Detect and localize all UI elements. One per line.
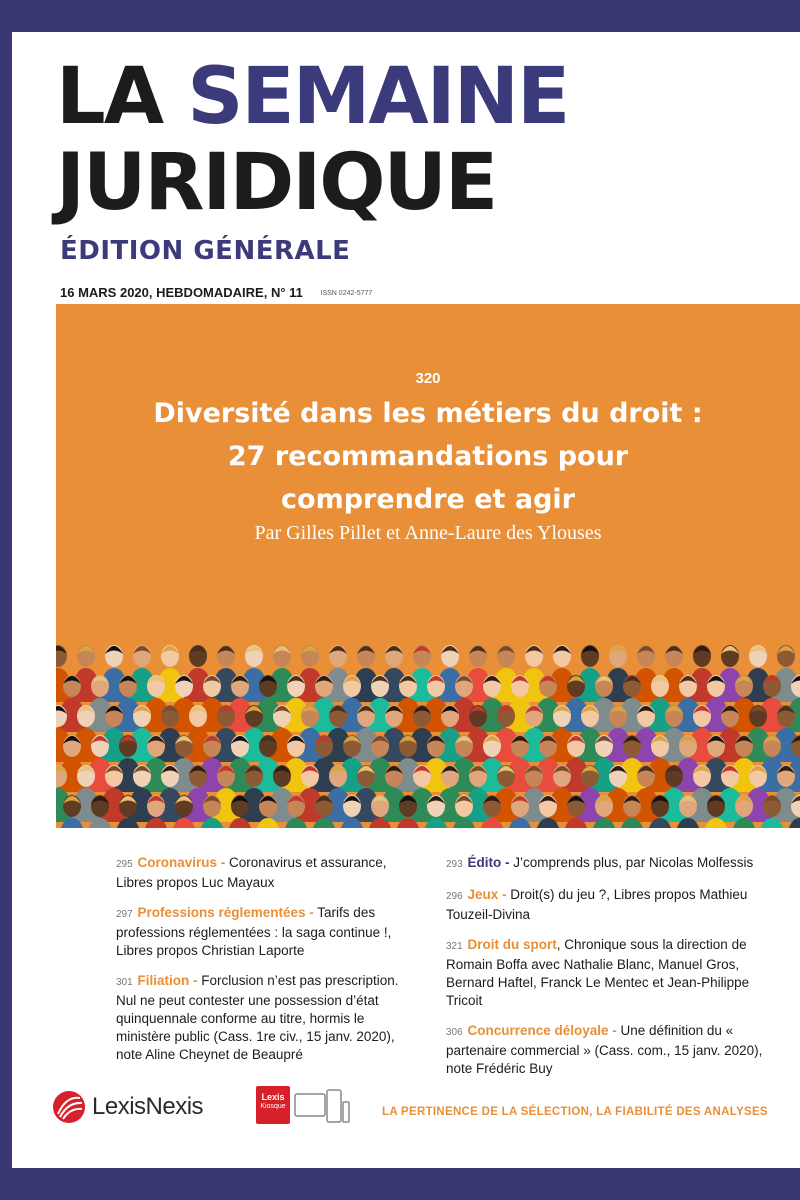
toc-topic: Édito - xyxy=(467,855,510,870)
issn: ISSN 0242-5777 xyxy=(320,290,373,298)
brand-name: LexisNexis xyxy=(92,1093,204,1120)
lexis-kiosque-badge xyxy=(256,1086,350,1124)
toc-page-number: 295 xyxy=(116,859,136,870)
toc-description: J’comprends plus, par Nicolas Molfessis xyxy=(509,855,754,870)
dateline xyxy=(60,285,372,300)
toc-description: Tarifs des professions réglementées : la saga continue !, Libres propos Christian Laporte xyxy=(116,905,392,958)
toc-topic: Professions réglementées - xyxy=(137,905,314,920)
toc-description: Coronavirus et assurance, Libres propos Luc Mayaux xyxy=(116,855,387,890)
devices-icon xyxy=(294,1088,350,1124)
magazine-cover xyxy=(12,32,800,1168)
toc-right-column xyxy=(446,854,776,1090)
lexisnexis-logo xyxy=(52,1090,203,1124)
masthead-line2: JURIDIQUE xyxy=(56,138,497,228)
toc-entry xyxy=(446,854,776,874)
toc-page-number: 293 xyxy=(446,859,466,870)
toc-topic: Jeux - xyxy=(467,887,507,902)
toc-description: Droit(s) du jeu ?, Libres propos Mathieu Touzeil-Divina xyxy=(446,887,748,922)
feature-title-line3: comprendre et agir xyxy=(281,484,575,515)
edition-label: ÉDITION GÉNÉRALE xyxy=(60,236,351,266)
toc-page-number: 306 xyxy=(446,1027,466,1038)
toc-page-number: 301 xyxy=(116,977,136,988)
toc-page-number: 297 xyxy=(116,909,136,920)
toc-entry xyxy=(116,972,416,1064)
toc-page-number: 296 xyxy=(446,891,466,902)
toc-entry xyxy=(116,904,416,960)
slogan: LA PERTINENCE DE LA SÉLECTION, LA FIABILITÉ DES ANALYSES xyxy=(382,1106,768,1118)
crowd-illustration xyxy=(56,634,800,828)
toc-entry xyxy=(446,1022,776,1078)
toc-topic: Concurrence déloyale - xyxy=(467,1023,617,1038)
toc-entry xyxy=(116,854,416,892)
toc-entry xyxy=(446,886,776,924)
feature-title xyxy=(56,392,800,521)
feature-title-line2: 27 recommandations pour xyxy=(227,441,629,472)
issue-date: 16 MARS 2020, HEBDOMADAIRE, N° 11 xyxy=(60,285,303,300)
feature-author: Par Gilles Pillet et Anne-Laure des Ylouses xyxy=(254,522,602,544)
toc-topic: Droit du sport xyxy=(467,937,557,952)
feature-number: 320 xyxy=(415,370,441,387)
kiosque-icon xyxy=(256,1086,290,1124)
toc-page-number: 321 xyxy=(446,941,466,952)
masthead-line1 xyxy=(56,52,569,142)
toc-description: Forclusion n’est pas prescription. Nul ne peut contester une possession d’état quinquennale conforme au titre, hormis le ministère public (Cass. 1re civ., 15 janv. 2020), note Aline Cheynet de Beaupré xyxy=(116,973,399,1062)
kiosque-badge-top: Lexis xyxy=(261,1092,285,1102)
toc-entry xyxy=(446,936,776,1010)
masthead-semaine: SEMAINE xyxy=(187,52,569,142)
kiosque-badge-bottom: Kiosque xyxy=(260,1103,286,1110)
toc-description: , Chronique sous la direction de Romain Boffa avec Nathalie Blanc, Manuel Gros, Bernard Haftel, Franck Le Mentec et Jean-Philippe Tricoit xyxy=(446,937,750,1008)
toc-description: Une définition du « partenaire commercial » (Cass. com., 15 janv. 2020), note Frédéric Buy xyxy=(446,1023,763,1076)
toc-left-column xyxy=(116,854,416,1076)
masthead-la: LA xyxy=(56,52,163,142)
feature-title-line1: Diversité dans les métiers du droit : xyxy=(153,398,703,429)
toc-topic: Coronavirus - xyxy=(137,855,226,870)
lexisnexis-emblem-icon xyxy=(52,1090,86,1124)
toc-topic: Filiation - xyxy=(137,973,198,988)
feature-block xyxy=(56,304,800,828)
